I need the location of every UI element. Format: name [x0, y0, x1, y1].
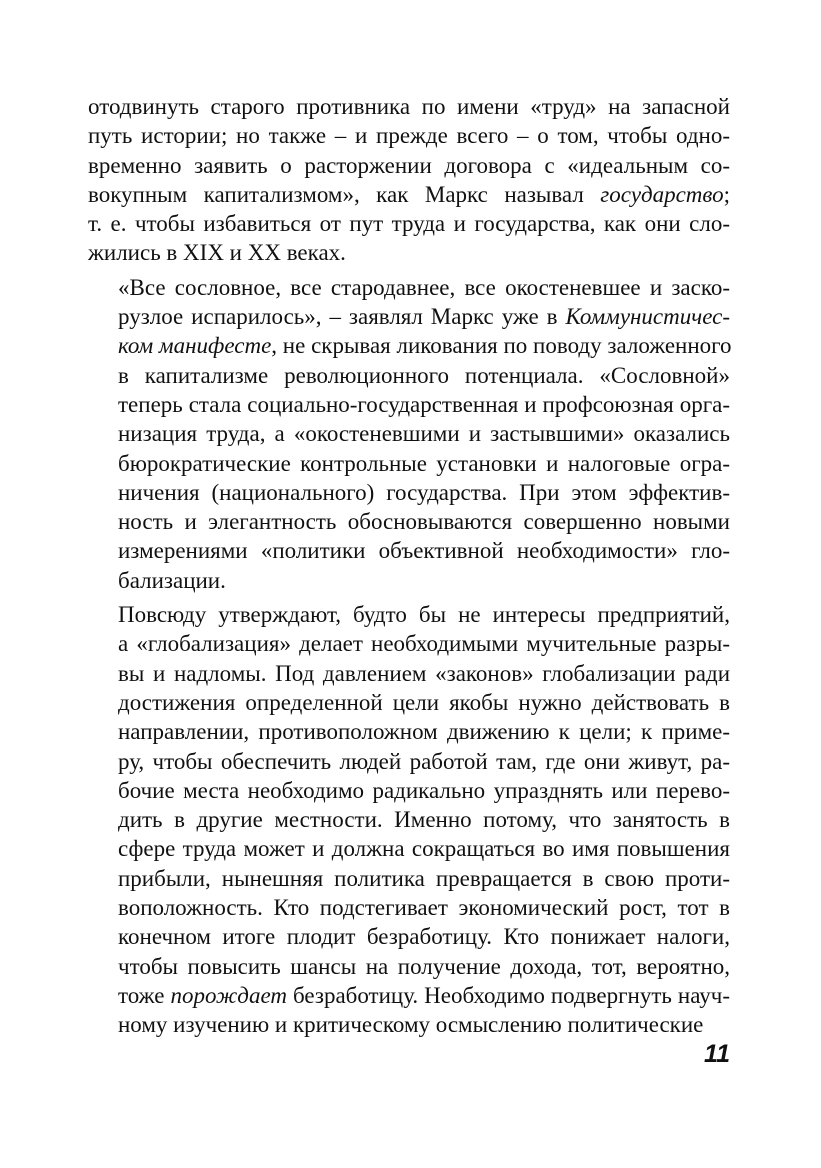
text-run: ному изучению и критическому осмыслению политические: [118, 1012, 704, 1038]
text-run: «Все сословное, все стародавнее, все окостеневшее и заско-: [118, 274, 730, 300]
italic-emphasis: Коммунистичес-: [565, 304, 730, 330]
text-line: [88, 419, 730, 448]
text-line: [88, 390, 730, 419]
text-run: ;: [723, 181, 730, 207]
text-run: тоже: [118, 982, 171, 1008]
italic-emphasis: ком манифесте: [118, 333, 272, 359]
text-run: бочие места необходимо радикально упразднять или перево-: [118, 777, 730, 803]
text-line: [88, 209, 730, 238]
text-run: жились в XIX и XX веках.: [88, 240, 346, 266]
text-run: воположность. Кто подстегивает экономический рост, тот в: [118, 895, 730, 921]
text-run: вокупным капитализмом», как Маркс называл: [88, 181, 601, 207]
text-run: сфере труда может и должна сокращаться во имя повышения: [118, 836, 730, 862]
text-line: [88, 331, 730, 360]
text-run: рузлое испарилось», – заявлял Маркс уже в: [118, 304, 566, 330]
paragraph-1: [88, 92, 730, 268]
paragraph-3: [88, 600, 730, 1039]
text-run: Повсюду утверждают, будто бы не интересы предприятий,: [118, 602, 730, 628]
text-run: теперь стала социально-государственная и профсоюзная орга-: [118, 391, 730, 417]
text-line: [88, 922, 730, 951]
text-line: [88, 1010, 730, 1039]
text-run: а «глобализация» делает необходимыми мучительные разры-: [118, 631, 730, 657]
text-run: отодвинуть старого противника по имени «труд» на запасной: [88, 94, 730, 119]
paragraph-2: [88, 273, 730, 595]
text-run: дить в другие местности. Именно потому, что занятость в: [118, 807, 730, 833]
text-run: т. е. чтобы избавиться от пут труда и государства, как они сло-: [88, 211, 730, 237]
text-run: ничения (национального) государства. При этом эффектив-: [118, 479, 730, 505]
text-line: [88, 121, 730, 150]
text-line: [88, 536, 730, 565]
text-run: , не скрывая ликования по поводу заложенного: [271, 333, 732, 359]
text-line: [88, 688, 730, 717]
body-text: [88, 92, 730, 1045]
text-run: бализации.: [118, 567, 226, 593]
text-line: [88, 151, 730, 180]
text-run: безработицу. Необходимо подвергнуть науч-: [286, 982, 730, 1008]
text-line: [88, 449, 730, 478]
italic-emphasis: порождает: [170, 982, 287, 1008]
text-run: путь истории; но также – и прежде всего – о том, чтобы одно-: [88, 123, 730, 149]
text-run: ность и элегантность обосновываются совершенно новыми: [118, 509, 730, 535]
text-line: [88, 566, 730, 595]
text-line: [88, 893, 730, 922]
text-run: низация труда, а «окостеневшими и застывшими» оказались: [118, 421, 730, 447]
text-line: [88, 92, 730, 121]
text-line: [88, 302, 730, 331]
text-line: [88, 952, 730, 981]
text-line: [88, 805, 730, 834]
text-line: [88, 776, 730, 805]
text-line: [88, 180, 730, 209]
text-run: бюрократические контрольные установки и налоговые огра-: [118, 450, 730, 476]
text-line: [88, 478, 730, 507]
text-line: [88, 659, 730, 688]
text-line: [88, 273, 730, 302]
text-run: измерениями «политики объективной необходимости» гло-: [118, 538, 730, 564]
text-run: направлении, противоположном движению к цели; к приме-: [118, 719, 730, 745]
text-line: [88, 629, 730, 658]
text-line: [88, 717, 730, 746]
text-run: временно заявить о расторжении договора с «идеальным со-: [88, 152, 730, 178]
text-line: [88, 507, 730, 536]
text-line: [88, 361, 730, 390]
page-number: 11: [704, 1040, 730, 1068]
text-run: чтобы повысить шансы на получение дохода, тот, вероятно,: [118, 953, 730, 979]
text-run: ру, чтобы обеспечить людей работой там, где они живут, ра-: [118, 748, 730, 774]
text-line: [88, 747, 730, 776]
text-run: вы и надломы. Под давлением «законов» глобализации ради: [118, 660, 730, 686]
text-run: в капитализме революционного потенциала. «Сословной»: [118, 362, 730, 388]
text-line: [88, 238, 730, 267]
text-run: конечном итоге плодит безработицу. Кто понижает налоги,: [118, 924, 730, 950]
text-run: достижения определенной цели якобы нужно действовать в: [118, 689, 730, 715]
text-line: [88, 981, 730, 1010]
text-line: [88, 834, 730, 863]
text-run: прибыли, нынешняя политика превращается в свою проти-: [118, 865, 730, 891]
text-line: [88, 600, 730, 629]
text-line: [88, 864, 730, 893]
italic-emphasis: государство: [600, 181, 724, 207]
